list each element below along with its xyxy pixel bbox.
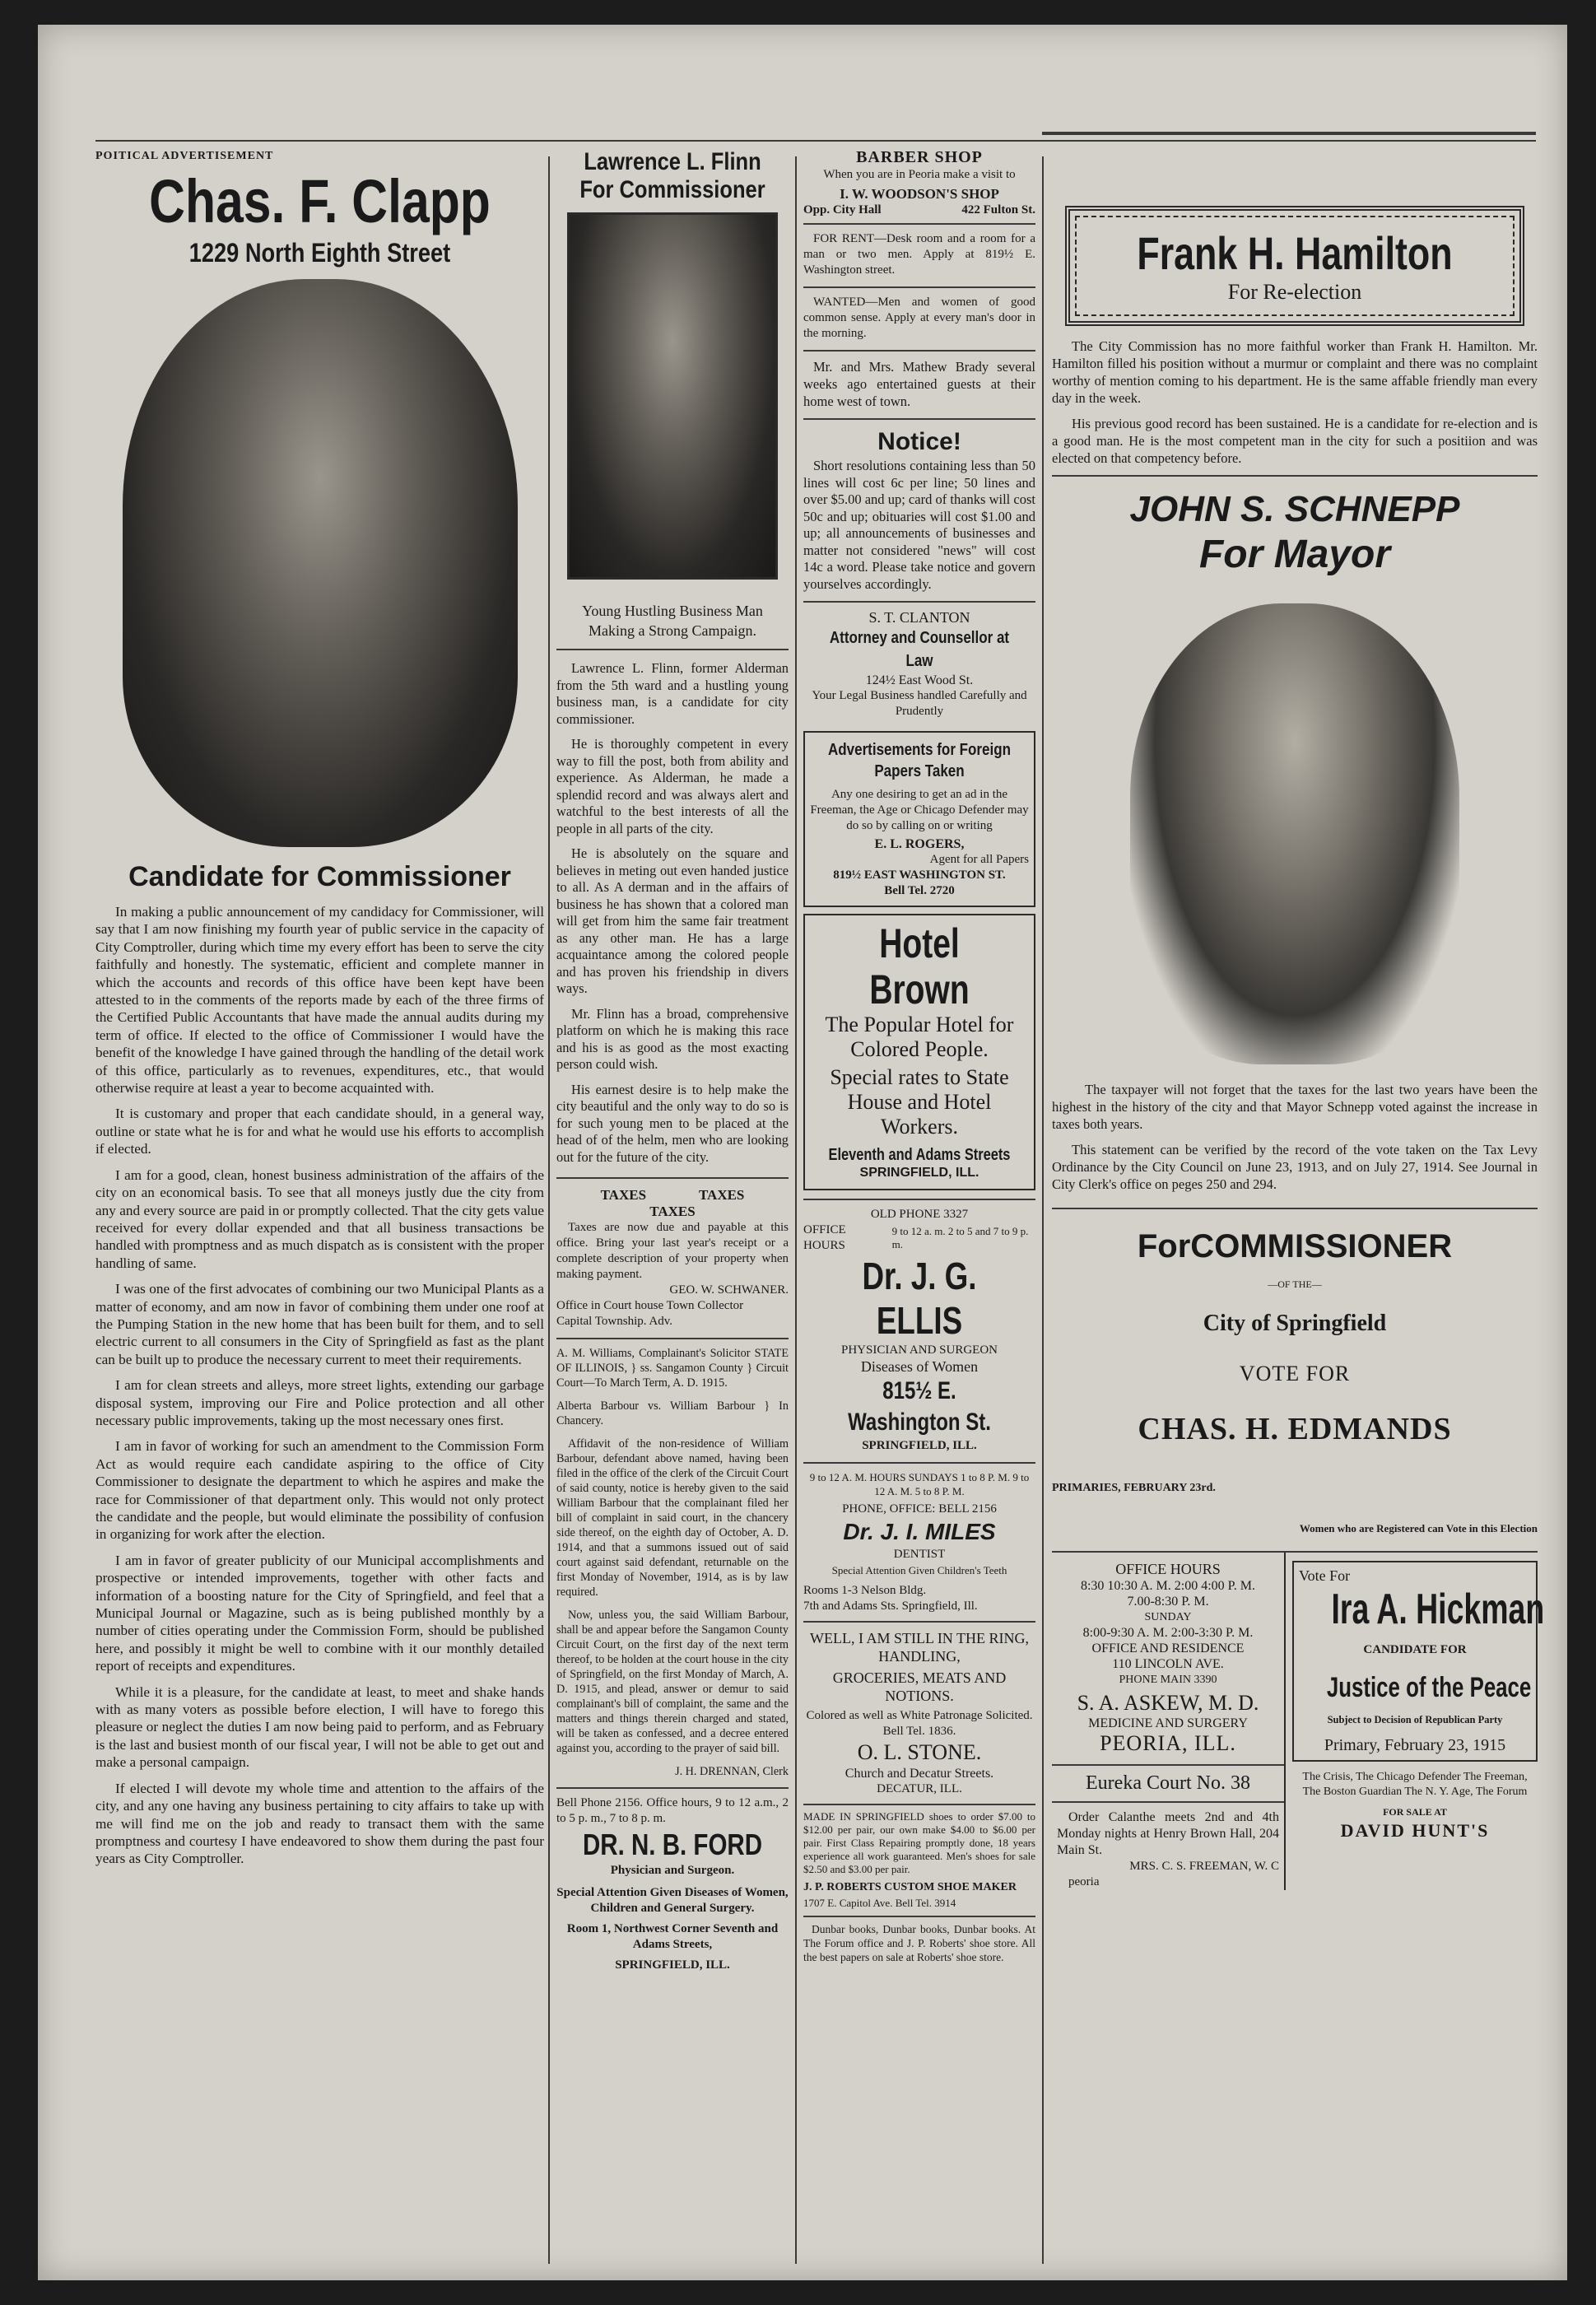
ellis-sub: Diseases of Women <box>860 1358 979 1375</box>
barber-name: I. W. WOODSON'S SHOP <box>840 186 999 202</box>
ellis-hours <box>803 1222 1035 1254</box>
clapp-paragraph: I am for clean streets and alleys, more street lights, extending our garbage disposal system, improving our Fire and Police protection and all other necessary public improvements, taking up the most necessary ones first. <box>95 1377 544 1428</box>
foreign-heading: Advertisements for Foreign Papers Taken <box>827 741 1011 780</box>
notice-body: Short resolutions containing less than 50 lines will cost 6c per line; 50 lines and over $5.00 and up; card of thanks will cost 50c and up; obituaries will cost $1.00 and up; all announcements of businesses and matter not considered "news" will cost 14c a word. Please take notice and govern yourselves accordingly. <box>803 458 1035 592</box>
political-ad-kicker: POITICAL ADVERTISEMENT <box>95 150 274 162</box>
taxes-signature: GEO. W. SCHWANER. <box>669 1283 789 1297</box>
foreign-agent: Agent for all Papers <box>929 853 1029 866</box>
foreign-address: 819½ EAST WASHINGTON ST. <box>833 868 1006 882</box>
dunbar-rule <box>803 1916 1035 1917</box>
clapp-body <box>95 903 544 1868</box>
hickman-subject: Subject to Decision of Republican Party <box>1327 1714 1503 1725</box>
askew-sunday: SUNDAY <box>1144 1611 1192 1623</box>
papers-for-sale: FOR SALE AT <box>1383 1806 1447 1818</box>
askew-residence: OFFICE AND RESIDENCE <box>1091 1641 1245 1655</box>
stone-address: Church and Decatur Streets. <box>845 1767 994 1781</box>
shoe-address: 1707 E. Capitol Ave. Bell Tel. 3914 <box>803 1897 956 1909</box>
clapp-name: Chas. F. Clapp <box>149 167 491 235</box>
flinn-name: Lawrence L. Flinn <box>584 148 761 175</box>
top-rule-right <box>1042 132 1536 135</box>
schnepp-portrait <box>1130 603 1459 1064</box>
miles-hours: 9 to 12 A. M. HOURS SUNDAYS 1 to 8 P. M. 9 to 12 A. M. 5 to 8 P. M. <box>809 1471 1030 1497</box>
taxes-body: Taxes are now due and payable at this office. Bring your last year's receipt or a complete description of your property when making payment. <box>556 1221 789 1281</box>
flinn-portrait <box>567 212 778 580</box>
miles-special: Special Attention Given Children's Teeth <box>831 1564 1007 1576</box>
flinn-paragraph: Mr. Flinn has a broad, comprehensive platform on which he is making this race and his is as good as the most exacting person could wish. <box>556 1005 789 1072</box>
wanted-notice: WANTED—Men and women of good common sense. Apply at every man's door in the morning. <box>803 296 1035 340</box>
clanton-address: 124½ East Wood St. <box>865 673 974 687</box>
stone-city: DECATUR, ILL. <box>877 1782 962 1795</box>
stone-rule <box>803 1621 1035 1623</box>
legal-paragraph: Affidavit of the non-residence of William Barbour, defendant above named, having been filed in the office of the clerk of the Circuit Court of said county, notice is hereby given to the said William Barbour that the complainant filed her bill of complaint in said court, in the chancery side thereof, on the eighth day of October, A. D. 1914, and that a summons issued out of said court against said defendant, returnable on the first Monday of November, 1914, as is by law required. <box>556 1437 789 1599</box>
schnepp-paragraph: The taxpayer will not forget that the taxes for the last two years have been the highest in the history of the city and that Mayor Schnepp voted against the increase in taxes both years. <box>1052 1082 1538 1132</box>
hotel-name: Hotel Brown <box>869 920 970 1013</box>
eureka-rule <box>1052 1764 1284 1766</box>
schnepp-subtitle: For Mayor <box>1198 533 1391 576</box>
miles-name: Dr. J. I. MILES <box>843 1519 996 1544</box>
barber-heading: BARBER SHOP <box>856 148 983 166</box>
for-rent-notice: FOR RENT—Desk room and a room for a man or two men. Apply at 819½ E. Washington street. <box>803 232 1035 277</box>
hamilton-subtitle: For Re-election <box>1227 280 1362 304</box>
clapp-paragraph: I was one of the first advocates of combining our two Municipal Plants as a matter of economy, and am now in favor of combining them under one roof at the Pumping Station in the new home that has been built for them, and to sell electric current to all consumers in the City of Springfield as fast as the plant can be built up to produce the necessary current to meet their requirements. <box>95 1281 544 1367</box>
schnepp-paragraph: This statement can be verified by the record of the vote taken on the Tax Levy Ordinance by the City Council on June 23, 1913, and on July 27, 1914. See Journal in City Clerk's office on peges 250 and 294. <box>1052 1142 1538 1192</box>
ford-title: Physician and Surgeon. <box>610 1864 735 1877</box>
ellis-hours-value: 9 to 12 a. m. 2 to 5 and 7 to 9 p. m. <box>891 1225 1029 1250</box>
hickman-ad <box>1292 1561 1545 1762</box>
edmands-rule <box>1052 1208 1538 1209</box>
flinn-paragraph: He is thoroughly competent in every way to fill the post, both from ability and experience. As Alderman, he made a splendid record and was always alert and watchful to the best interests of all the people in all parts of the city. <box>556 736 789 836</box>
clapp-paragraph: I am in favor of greater publicity of our Municipal accomplishments and prospective or intended improvements, together with other facts and information of a boosting nature for the City of Springfield, and feel that a Municipal Journal or Magazine, such as is being published monthly by a number of cities operating under the Commission Form, should be published here, and possibly it might be well to combine with it our monthly detailed report of receipts and expenditures. <box>95 1552 544 1674</box>
clapp-paragraph: It is customary and proper that each candidate should, in a general way, outline or state what he is for and what he would use his efforts to accomplish if elected. <box>95 1106 544 1157</box>
dunbar-notice: Dunbar books, Dunbar books, Dunbar books. At The Forum office and J. P. Roberts' shoe store. All the best papers on sale at Roberts' shoe store. <box>803 1923 1035 1963</box>
ford-hours: Bell Phone 2156. Office hours, 9 to 12 a.m., 2 to 5 p. m., 7 to 8 p. m. <box>556 1796 789 1825</box>
flinn-paragraph: Lawrence L. Flinn, former Alderman from the 5th ward and a hustling young business man, is a candidate for city commissioner. <box>556 660 789 727</box>
clapp-paragraph: I am in favor of working for such an amendment to the Commission Form Act as would require each candidate aspiring to the office of City Commissioner to designate the department to which he aspires and make the race for Commissioner of that department only. This would not only protect the candidate and the people, but would eliminate the possibility of confusion in organizing for work after the election. <box>95 1438 544 1543</box>
hotel-brown-ad <box>803 914 1035 1190</box>
hickman-block <box>1286 1553 1545 1890</box>
edmands-women: Women who are Registered can Vote in this Election <box>1299 1522 1538 1534</box>
flinn-body <box>556 660 789 1166</box>
hickman-primary: Primary, February 23, 1915 <box>1324 1736 1506 1754</box>
askew-hours-head: OFFICE HOURS <box>1115 1561 1221 1577</box>
eureka-heading: Eureka Court No. 38 <box>1086 1772 1250 1794</box>
bottom-split <box>1052 1553 1545 1890</box>
column-rule-1 <box>548 156 550 2264</box>
ford-city: SPRINGFIELD, ILL. <box>615 1958 730 1972</box>
askew-phone: PHONE MAIN 3390 <box>1119 1674 1217 1686</box>
clapp-paragraph: In making a public announcement of my candidacy for Commissioner, will say that I am now finishing my fourth year of public service in the capacity of City Comptroller, during which time my every effort has been to serve the city faithfully and honestly. The systematic, efficient and complete manner in which the accounts and records of this office have been kept have been attested to in the comments of the reports made by each of the three firms of the Certified Public Accountants that have made the annual audits during my term of office. If elected to the office of Commissioner I would have the benefit of the knowledge I have gained through the handling of the detail work of this office, particularly as to revenues, expenditures, etc., that would otherwise require at least a year to become acquainted with. <box>95 904 544 1097</box>
brady-notice: Mr. and Mrs. Mathew Brady several weeks ago entertained guests at their home west of town. <box>803 359 1035 409</box>
notice-heading: Notice! <box>877 428 961 455</box>
askew-address: 110 LINCOLN AVE. <box>1112 1657 1224 1671</box>
legal-signature: J. H. DRENNAN, Clerk <box>675 1765 789 1778</box>
flinn-paragraph: He is absolutely on the square and believes in meting out even handed justice to all. As A derman and in the affairs of business he has shown that a colored man will get from him the same fair treatment as any other man. He has a large acquaintance among the colored people and has proven his friendship in divers ways. <box>556 845 789 996</box>
legal-parties: Alberta Barbour vs. William Barbour } In Chancery. <box>556 1399 789 1427</box>
ellis-rule <box>803 1199 1035 1200</box>
shoe-rule <box>803 1804 1035 1805</box>
clapp-portrait <box>123 279 518 847</box>
barber-line: When you are in Peoria make a visit to <box>823 168 1016 181</box>
stone-line-2: GROCERIES, MEATS AND NOTIONS. <box>832 1669 1007 1704</box>
hamilton-body <box>1052 338 1538 467</box>
askew-title: MEDICINE AND SURGERY <box>1088 1716 1248 1730</box>
ellis-hours-label: OFFICE HOURS <box>803 1223 846 1252</box>
foreign-body: Any one desiring to get an ad in the Freeman, the Age or Chicago Defender may do so by calling on or writing <box>810 788 1029 832</box>
flinn-rule <box>556 649 789 650</box>
miles-address: 7th and Adams Sts. Springfield, Ill. <box>803 1600 978 1613</box>
legal-header: A. M. Williams, Complainant's Solicitor STATE OF ILLINOIS, } ss. Sangamon County } Circuit Court—To March Term, A. D. 1915. <box>556 1347 789 1390</box>
barber-address <box>803 203 1035 218</box>
edmands-for: ForCOMMISSIONER <box>1137 1228 1453 1264</box>
wanted-rule <box>803 286 1035 288</box>
ellis-phone: OLD PHONE 3327 <box>870 1208 969 1221</box>
shoe-name: J. P. ROBERTS CUSTOM SHOE MAKER <box>803 1881 1017 1893</box>
clapp-paragraph: I am for a good, clean, honest business administration of the affairs of the city on an economical basis. To see that all moneys justly due the city from any and every source are paid in or promptly collected. That the city gets value received for every dollar expended and that all business transactions be handled with promptness and as much dispatch as is consistent with the proper handling of same. <box>95 1166 544 1271</box>
clanton-rule <box>803 601 1035 603</box>
foreign-name: E. L. ROGERS, <box>874 837 965 851</box>
column-rule-2 <box>795 156 797 2264</box>
stone-name: O. L. STONE. <box>857 1740 982 1764</box>
ellis-address: 815½ E. Washington St. <box>848 1377 991 1436</box>
hickman-candidate: CANDIDATE FOR <box>1363 1643 1467 1656</box>
hickman-office: Justice of the Peace <box>1326 1672 1532 1703</box>
miles-title: DENTIST <box>893 1548 946 1561</box>
edmands-vote: VOTE FOR <box>1239 1362 1351 1385</box>
notice-rule <box>803 418 1035 420</box>
barber-address-left: Opp. City Hall <box>803 203 882 217</box>
clapp-address: 1229 North Eighth Street <box>188 238 451 268</box>
askew-rule <box>1052 1551 1538 1553</box>
flinn-caption-1: Young Hustling Business Man <box>582 603 763 619</box>
barber-address-right: 422 Fulton St. <box>961 203 1035 217</box>
edmands-of: —OF THE— <box>1268 1278 1322 1290</box>
miles-rule <box>803 1462 1035 1464</box>
askew-hours-2: 7.00-8:30 P. M. <box>1127 1595 1209 1609</box>
edmands-primaries: PRIMARIES, FEBRUARY 23rd. <box>1052 1482 1216 1494</box>
newspaper-page <box>38 25 1567 2280</box>
schnepp-body <box>1052 1081 1538 1193</box>
column-rule-3 <box>1042 156 1044 2264</box>
shoe-body: MADE IN SPRINGFIELD shoes to order $7.00 to $12.00 per pair, our own make $4.00 to $6.00 per pair. First Class Repairing promptly done, 18 years experience all work guaranteed. Men's shoes for sale $2.50 and $3.00 per pair. <box>803 1810 1035 1875</box>
askew-name: S. A. ASKEW, M. D. <box>1077 1691 1259 1715</box>
hamilton-name: Frank H. Hamilton <box>1137 227 1453 279</box>
schnepp-rule <box>1052 475 1538 477</box>
hotel-line-3: Eleventh and Adams Streets <box>828 1146 1011 1164</box>
miles-rooms: Rooms 1-3 Nelson Bldg. <box>803 1584 927 1597</box>
ford-special: Special Attention Given Diseases of Women, Children and General Surgery. <box>556 1886 789 1915</box>
papers-list: The Crisis, The Chicago Defender The Freeman, The Boston Guardian The N. Y. Age, The Forum <box>1302 1771 1528 1798</box>
right-column <box>1052 148 1545 1890</box>
ads-column <box>803 148 1035 1964</box>
clapp-heading: Candidate for Commissioner <box>128 861 511 892</box>
taxes-office: Office in Court house Town Collector <box>556 1299 744 1312</box>
flinn-paragraph: His earnest desire is to help make the city beautiful and the only way to do so is for such young men to be placed at the head of of the helm, men who are looking out for the future of the city. <box>556 1081 789 1165</box>
legal-rule <box>556 1338 789 1339</box>
foreign-telephone: Bell Tel. 2720 <box>884 884 955 897</box>
hotel-line-2: Special rates to State House and Hotel Workers. <box>830 1065 1009 1139</box>
foreign-papers-ad <box>803 731 1035 907</box>
askew-hours-3: 8:00-9:30 A. M. 2:00-3:30 P. M. <box>1082 1626 1254 1640</box>
hamilton-ad-border <box>1065 206 1524 326</box>
eureka-city: peoria <box>1068 1875 1100 1888</box>
stone-line-3: Colored as well as White Patronage Solicited. Bell Tel. 1836. <box>806 1709 1033 1738</box>
ellis-city: SPRINGFIELD, ILL. <box>862 1439 977 1452</box>
top-rule-left <box>95 140 1108 142</box>
legal-notice <box>556 1346 789 1779</box>
schnepp-name: JOHN S. SCHNEPP <box>1129 489 1460 529</box>
stone-line-1: WELL, I AM STILL IN THE RING, HANDLING, <box>810 1630 1029 1665</box>
flinn-caption-2: Making a Strong Campaign. <box>589 622 756 639</box>
brady-rule <box>803 350 1035 352</box>
clapp-paragraph: While it is a pleasure, for the candidate at least, to meet and shake hands with as many voters as possible before election, I will have to forego this pleasure or neglect the duties I am now being paid to perform, and as February is the last and busiest month of our fiscal year, I will not be able to get out and make a personal campaign. <box>95 1683 544 1771</box>
ford-room: Room 1, Northwest Corner Seventh and Adams Streets, <box>566 1922 779 1951</box>
askew-city: PEORIA, ILL. <box>1100 1731 1236 1755</box>
eureka-body: Order Calanthe meets 2nd and 4th Monday nights at Henry Brown Hall, 204 Main St. <box>1057 1810 1279 1857</box>
top-rule-right-2 <box>1042 140 1536 142</box>
ellis-title: PHYSICIAN AND SURGEON <box>840 1343 998 1357</box>
hickman-vote: Vote For <box>1299 1567 1351 1584</box>
eureka-rule-2 <box>1052 1801 1284 1803</box>
askew-block <box>1052 1553 1286 1890</box>
taxes-township: Capital Township. Adv. <box>556 1315 673 1328</box>
flinn-column <box>556 148 789 1973</box>
clanton-line: Your Legal Business handled Carefully and Prudently <box>812 689 1027 718</box>
hamilton-paragraph: His previous good record has been sustained. He is a candidate for re-election and is a good man. He is the most competent man in the city for such a positiion and was elected on that competency before. <box>1052 416 1538 466</box>
hotel-line-4: SPRINGFIELD, ILL. <box>859 1166 979 1180</box>
ellis-name: Dr. J. G. ELLIS <box>862 1255 977 1342</box>
miles-phone: PHONE, OFFICE: BELL 2156 <box>842 1502 997 1516</box>
ford-name: DR. N. B. FORD <box>582 1828 763 1861</box>
rent-rule <box>803 223 1035 225</box>
hickman-name: Ira A. Hickman <box>1331 1586 1545 1633</box>
legal-paragraph: Now, unless you, the said William Barbour, shall be and appear before the Sangamon County Circuit Court, on the first day of the next term thereof, to be holden at the court house in the city of Springfield, on the first Monday of March, A. D. 1915, and plead, answer or demur to said complainant's bill of complaint, the same and the matters and things therein charged and stated, will be taken as confessed, and a decree entered against you, according to the prayer of said bill. <box>556 1609 789 1755</box>
eureka-signature: MRS. C. S. FREEMAN, W. C <box>1129 1860 1279 1873</box>
papers-store: DAVID HUNT'S <box>1340 1820 1490 1841</box>
hamilton-paragraph: The City Commission has no more faithful worker than Frank H. Hamilton. Mr. Hamilton filled his position without a murmur or complaint and there was no complaint worthy of mention coming to his department. He is the same affable friendly man every day in the week. <box>1052 338 1538 406</box>
flinn-subtitle: For Commissioner <box>579 176 765 203</box>
taxes-heading: TAXES TAXES TAXES <box>600 1187 745 1219</box>
hotel-line-1: The Popular Hotel for Colored People. <box>825 1013 1014 1061</box>
clanton-title: Attorney and Counsellor at Law <box>829 629 1010 670</box>
edmands-name: CHAS. H. EDMANDS <box>1138 1412 1452 1446</box>
clanton-name: S. T. CLANTON <box>868 609 970 626</box>
clapp-column <box>95 148 544 1876</box>
ford-rule <box>556 1787 789 1789</box>
taxes-rule <box>556 1177 789 1179</box>
askew-hours-1: 8:30 10:30 A. M. 2:00 4:00 P. M. <box>1080 1579 1256 1593</box>
edmands-city: City of Springfield <box>1203 1311 1387 1336</box>
clapp-paragraph: If elected I will devote my whole time and attention to the affairs of the city, and any one having any business pertaining to city affairs to take up with me will find me on the job and ready to transact them with the same promptness and courtesy I have endeavored to show them during the past four years as City Comptroller. <box>95 1780 544 1867</box>
